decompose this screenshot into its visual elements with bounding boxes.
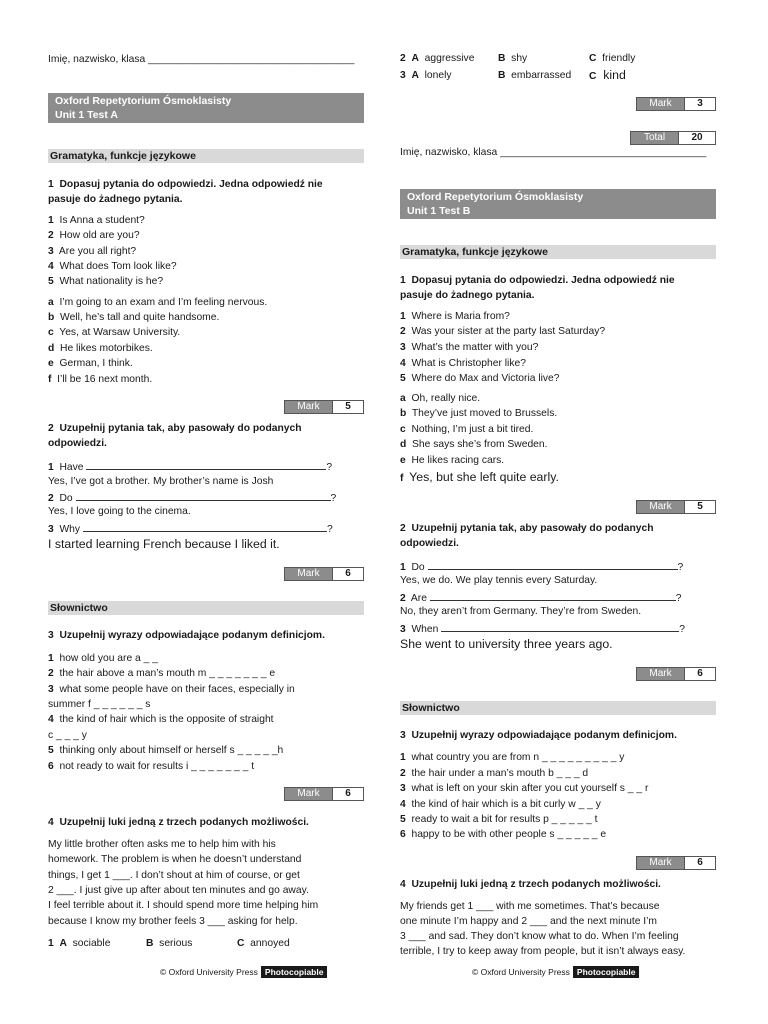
definition-item: 5 thinking only about himself or herself s _ _ _ _ _h (48, 745, 284, 756)
cloze-text-line: because I know my brother feels 3 ___ asking for help. (48, 916, 298, 927)
exercise-2-instruction: 2 Uzupełnij pytania tak, aby pasowały do podanych odpowiedzi. (400, 523, 654, 549)
definition-item: c _ _ _ y (48, 730, 87, 741)
definition-item: 6 not ready to wait for results i _ _ _ _ _ _ _ t (48, 761, 255, 772)
mark-box: Mark 6 (636, 667, 716, 681)
section-header-grammar: Gramatyka, funkcje językowe (400, 245, 716, 259)
mark-value: 6 (332, 568, 363, 580)
answer-item: c Nothing, I’m just a bit tired. (400, 424, 534, 435)
exercise-1-instruction: 1 Dopasuj pytania do odpowiedzi. Jedna odpowiedź nie pasuje do żadnego pytania. (400, 275, 675, 301)
answer-item: e German, I think. (48, 358, 133, 369)
answer-item: d She says she’s from Sweden. (400, 439, 548, 450)
mark-box: Mark 5 (636, 500, 716, 514)
mark-value: 6 (332, 788, 363, 800)
fill-answer: Yes, I’ve got a brother. My brother’s name is Josh (48, 476, 274, 487)
cloze-text-line: My little brother often asks me to help him with his (48, 839, 276, 850)
photocopiable-badge: Photocopiable (261, 966, 328, 978)
fill-answer: I started learning French because I liked it. (48, 537, 280, 551)
exercise-2-instruction: 2 Uzupełnij pytania tak, aby pasowały do podanych odpowiedzi. (48, 423, 302, 449)
fill-question: 2 Do ? (48, 489, 336, 506)
exercise-4-instruction: 4 Uzupełnij luki jedną z trzech podanych możliwości. (400, 879, 661, 890)
definition-item: 4 the kind of hair which is a bit curly w _ _ y (400, 799, 601, 810)
fill-question: 1 Do ? (400, 558, 683, 575)
question-item: 5 Where do Max and Victoria live? (400, 373, 560, 384)
answer-item: b Well, he’s tall and quite handsome. (48, 312, 220, 323)
option-row: 2 A aggressive B shy C friendly (400, 53, 636, 64)
unit-subtitle: Unit 1 Test A (55, 109, 119, 121)
question-item: 4 What is Christopher like? (400, 358, 526, 369)
answer-item: a Oh, really nice. (400, 393, 481, 404)
question-item: 3 What’s the matter with you? (400, 342, 539, 353)
fill-question: 2 Are ? (400, 589, 682, 606)
unit-subtitle: Unit 1 Test B (407, 205, 471, 217)
definition-item: 2 the hair under a man’s mouth b _ _ _ d (400, 768, 589, 779)
unit-header (48, 93, 364, 123)
section-header-vocabulary: Słownictwo (400, 701, 716, 715)
question-item: 1 Is Anna a student? (48, 215, 145, 226)
mark-box: Mark 5 (284, 400, 364, 414)
mark-value: 5 (332, 401, 363, 413)
mark-value: 6 (684, 668, 715, 680)
cloze-text-line: one minute I’m happy and 2 ___ and the next minute I’m (400, 916, 658, 927)
unit-title: Oxford Repetytorium Ósmoklasisty (407, 191, 584, 203)
cloze-text-line: things, I get 1 ___. I don’t shout at him of course, or get (48, 870, 300, 881)
answer-item: a I’m going to an exam and I’m feeling nervous. (48, 297, 268, 308)
mark-box: Mark 6 (636, 856, 716, 870)
footer-copyright: © Oxford University Press Photocopiable (472, 966, 639, 978)
total-box: Total 20 (630, 131, 716, 145)
exercise-3-instruction: 3 Uzupełnij wyrazy odpowiadające podanym definicjom. (48, 630, 325, 641)
exercise-3-instruction: 3 Uzupełnij wyrazy odpowiadające podanym definicjom. (400, 730, 677, 741)
definition-item: 3 what some people have on their faces, especially in (48, 684, 295, 695)
definition-item: 3 what is left on your skin after you cut yourself s _ _ r (400, 783, 649, 794)
fill-answer: She went to university three years ago. (400, 637, 613, 651)
name-class-line: Imię, nazwisko, klasa ____________________________________ (400, 147, 707, 158)
unit-title: Oxford Repetytorium Ósmoklasisty (55, 95, 232, 107)
mark-value: 5 (684, 501, 715, 513)
fill-answer: Yes, we do. We play tennis every Saturday. (400, 575, 598, 586)
cloze-text-line: 2 ___. I just give up after about ten minutes and go away. (48, 885, 309, 896)
footer-copyright: © Oxford University Press Photocopiable (160, 966, 327, 978)
definition-item: 6 happy to be with other people s _ _ _ _ _ e (400, 829, 607, 840)
definition-item: 1 how old you are a _ _ (48, 653, 158, 664)
question-item: 2 Was your sister at the party last Saturday? (400, 326, 606, 337)
option-row: 1 A sociable B serious C annoyed (48, 938, 290, 949)
mark-value: 3 (684, 98, 715, 110)
mark-box: Mark 6 (284, 787, 364, 801)
question-item: 1 Where is Maria from? (400, 311, 510, 322)
answer-item: c Yes, at Warsaw University. (48, 327, 181, 338)
answer-item: f I’ll be 16 next month. (48, 374, 153, 385)
fill-question: 1 Have ? (48, 458, 332, 475)
question-item: 3 Are you all right? (48, 246, 137, 257)
definition-item: summer f _ _ _ _ _ _ s (48, 699, 151, 710)
answer-item: f Yes, but she left quite early. (400, 470, 559, 484)
answer-item: d He likes motorbikes. (48, 343, 153, 354)
answer-item: b They’ve just moved to Brussels. (400, 408, 558, 419)
cloze-text-line: 3 ___ and sad. They don’t know what to do. When I’m feeling (400, 931, 679, 942)
fill-answer: No, they aren’t from Germany. They’re from Sweden. (400, 606, 642, 617)
fill-answer: Yes, I love going to the cinema. (48, 506, 191, 517)
cloze-text-line: My friends get 1 ___ with me sometimes. That’s because (400, 901, 660, 912)
name-class-line: Imię, nazwisko, klasa ____________________________________ (48, 54, 355, 65)
mark-box: Mark 6 (284, 567, 364, 581)
cloze-text-line: I feel terrible about it. I should spend more time helping him (48, 900, 319, 911)
photocopiable-badge: Photocopiable (573, 966, 640, 978)
definition-item: 1 what country you are from n _ _ _ _ _ _ _ _ _ y (400, 752, 625, 763)
question-item: 4 What does Tom look like? (48, 261, 177, 272)
question-item: 5 What nationality is he? (48, 276, 164, 287)
option-row: 3 A lonely B embarrassed C kind (400, 68, 626, 82)
total-value: 20 (678, 132, 715, 144)
mark-value: 6 (684, 857, 715, 869)
answer-item: e He likes racing cars. (400, 455, 505, 466)
question-item: 2 How old are you? (48, 230, 140, 241)
unit-header (400, 189, 716, 219)
fill-question: 3 When ? (400, 620, 685, 637)
fill-question: 3 Why ? (48, 520, 333, 537)
exercise-1-instruction: 1 Dopasuj pytania do odpowiedzi. Jedna odpowiedź nie pasuje do żadnego pytania. (48, 179, 323, 205)
section-header-vocabulary: Słownictwo (48, 601, 364, 615)
exercise-4-instruction: 4 Uzupełnij luki jedną z trzech podanych możliwości. (48, 817, 309, 828)
mark-box: Mark 3 (636, 97, 716, 111)
definition-item: 5 ready to wait a bit for results p _ _ _ _ _ t (400, 814, 598, 825)
cloze-text-line: homework. The problem is when he doesn’t understand (48, 854, 302, 865)
definition-item: 2 the hair above a man’s mouth m _ _ _ _ _ _ _ e (48, 668, 276, 679)
cloze-text-line: terrible, I try to keep away from people, but it isn’t always easy. (400, 946, 686, 957)
section-header-grammar: Gramatyka, funkcje językowe (48, 149, 364, 163)
definition-item: 4 the kind of hair which is the opposite of straight (48, 714, 274, 725)
